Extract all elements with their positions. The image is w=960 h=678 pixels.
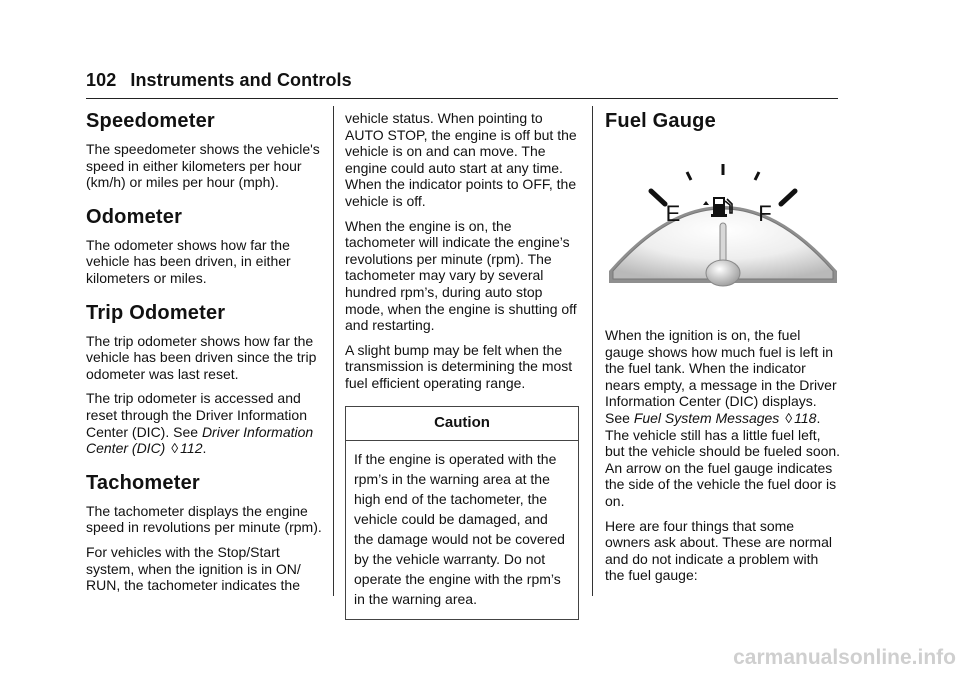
gauge-full-label: F — [758, 201, 772, 226]
dic-reference-link[interactable]: Driver Information Center (DIC) — [86, 423, 314, 457]
gauge-tick-full — [781, 191, 795, 204]
speedometer-heading: Speedometer — [86, 110, 215, 132]
column-divider-2 — [592, 106, 593, 596]
tachometer-text-4: When the engine is on, the tachometer will indicate the engine’s revolutions per minute (rpm). The tachometer may vary by several hundred rpm’s, during auto stop mode, when the engine is shutting off and restarting. — [345, 217, 577, 334]
fuel-system-messages-page[interactable]: 118 — [794, 409, 817, 426]
gauge-empty-label: E — [665, 201, 681, 226]
odometer-heading: Odometer — [86, 205, 183, 228]
gauge-tick — [687, 172, 691, 180]
speedometer-text: The speedometer shows the vehicle's speed in either kilometers per hour (km/h) or miles per hour (mph). — [86, 141, 320, 191]
section-title: Instruments and Controls — [130, 70, 352, 90]
column-1 — [86, 108, 322, 602]
caution-box — [345, 406, 579, 621]
fuel-gauge-text-1-body: When the ignition is on, the fuel gauge shows how much fuel is left in the fuel tank. When the indicator nears empty, a message in the Driver Information Center (DIC) displays. See — [605, 327, 837, 426]
fuel-gauge-text-1 — [605, 327, 841, 510]
fuel-gauge-text-1-end: . The vehicle still has a little fuel left, but the vehicle should be fueled soon. An arrow on the fuel gauge indicates the side of the vehicle the fuel door is on. — [605, 409, 841, 509]
trip-odometer-text-1: The trip odometer shows how far the vehicle has been driven since the trip odometer was last reset. — [86, 332, 317, 382]
fuel-gauge-svg — [605, 151, 841, 301]
caution-title: Caution — [346, 407, 578, 442]
dic-reference-page[interactable]: 112 — [180, 440, 203, 457]
tachometer-heading: Tachometer — [86, 471, 200, 494]
trip-odometer-text-2: The trip odometer is accessed and reset through the Driver Information Center (DIC). See Driver Information Center (DIC) ◊ 112. — [86, 390, 314, 457]
fuel-system-messages-link[interactable]: Fuel System Messages — [633, 409, 780, 426]
trip-odometer-text-2-body: The trip odometer is accessed and reset through the Driver Information Center (DIC). See — [86, 390, 307, 440]
watermark: carmanualsonline.info — [733, 646, 956, 669]
header-rule — [86, 98, 838, 99]
column-2 — [345, 110, 581, 620]
caution-text: If the engine is operated with the rpm’s in the warning area at the high end of the tachometer, the vehicle could be damaged, and the damage would not be covered by the vehicle warranty. Do not operate the engine with the rpm’s in the warning area. — [354, 451, 565, 608]
fuel-gauge-heading: Fuel Gauge — [605, 110, 716, 132]
page-ref-arrow-icon: ◊ — [171, 440, 179, 457]
trip-odometer-heading: Trip Odometer — [86, 301, 226, 324]
fuel-gauge-text-2: Here are four things that some owners ask about. These are normal and do not indicate a problem with the fuel gauge: — [605, 517, 832, 584]
tachometer-text-5: A slight bump may be felt when the transmission is determining the most fuel efficient operating range. — [345, 341, 573, 391]
column-divider-1 — [333, 106, 334, 596]
odometer-text: The odometer shows how far the vehicle has been driven, in either kilometers or miles. — [86, 236, 291, 286]
tachometer-text-3: vehicle status. When pointing to AUTO STOP, the engine is off but the vehicle is on and can move. The engine could auto start at any time. When the indicator points to OFF, the vehicle is off. — [345, 110, 577, 209]
tachometer-text-2: For vehicles with the Stop/Start system, when the ignition is in ON/ RUN, the tachometer indicates the — [86, 543, 301, 594]
tachometer-text-1: The tachometer displays the engine speed in revolutions per minute (rpm). — [86, 502, 322, 536]
gauge-tick — [755, 172, 759, 180]
column-3 — [605, 108, 841, 592]
page-number: 102 — [86, 70, 117, 90]
page-header — [86, 70, 352, 91]
gauge-tick-empty — [651, 191, 665, 204]
fuel-gauge-illustration — [605, 151, 841, 301]
page-ref-arrow-icon: ◊ — [785, 409, 793, 426]
gauge-hub — [706, 260, 740, 286]
